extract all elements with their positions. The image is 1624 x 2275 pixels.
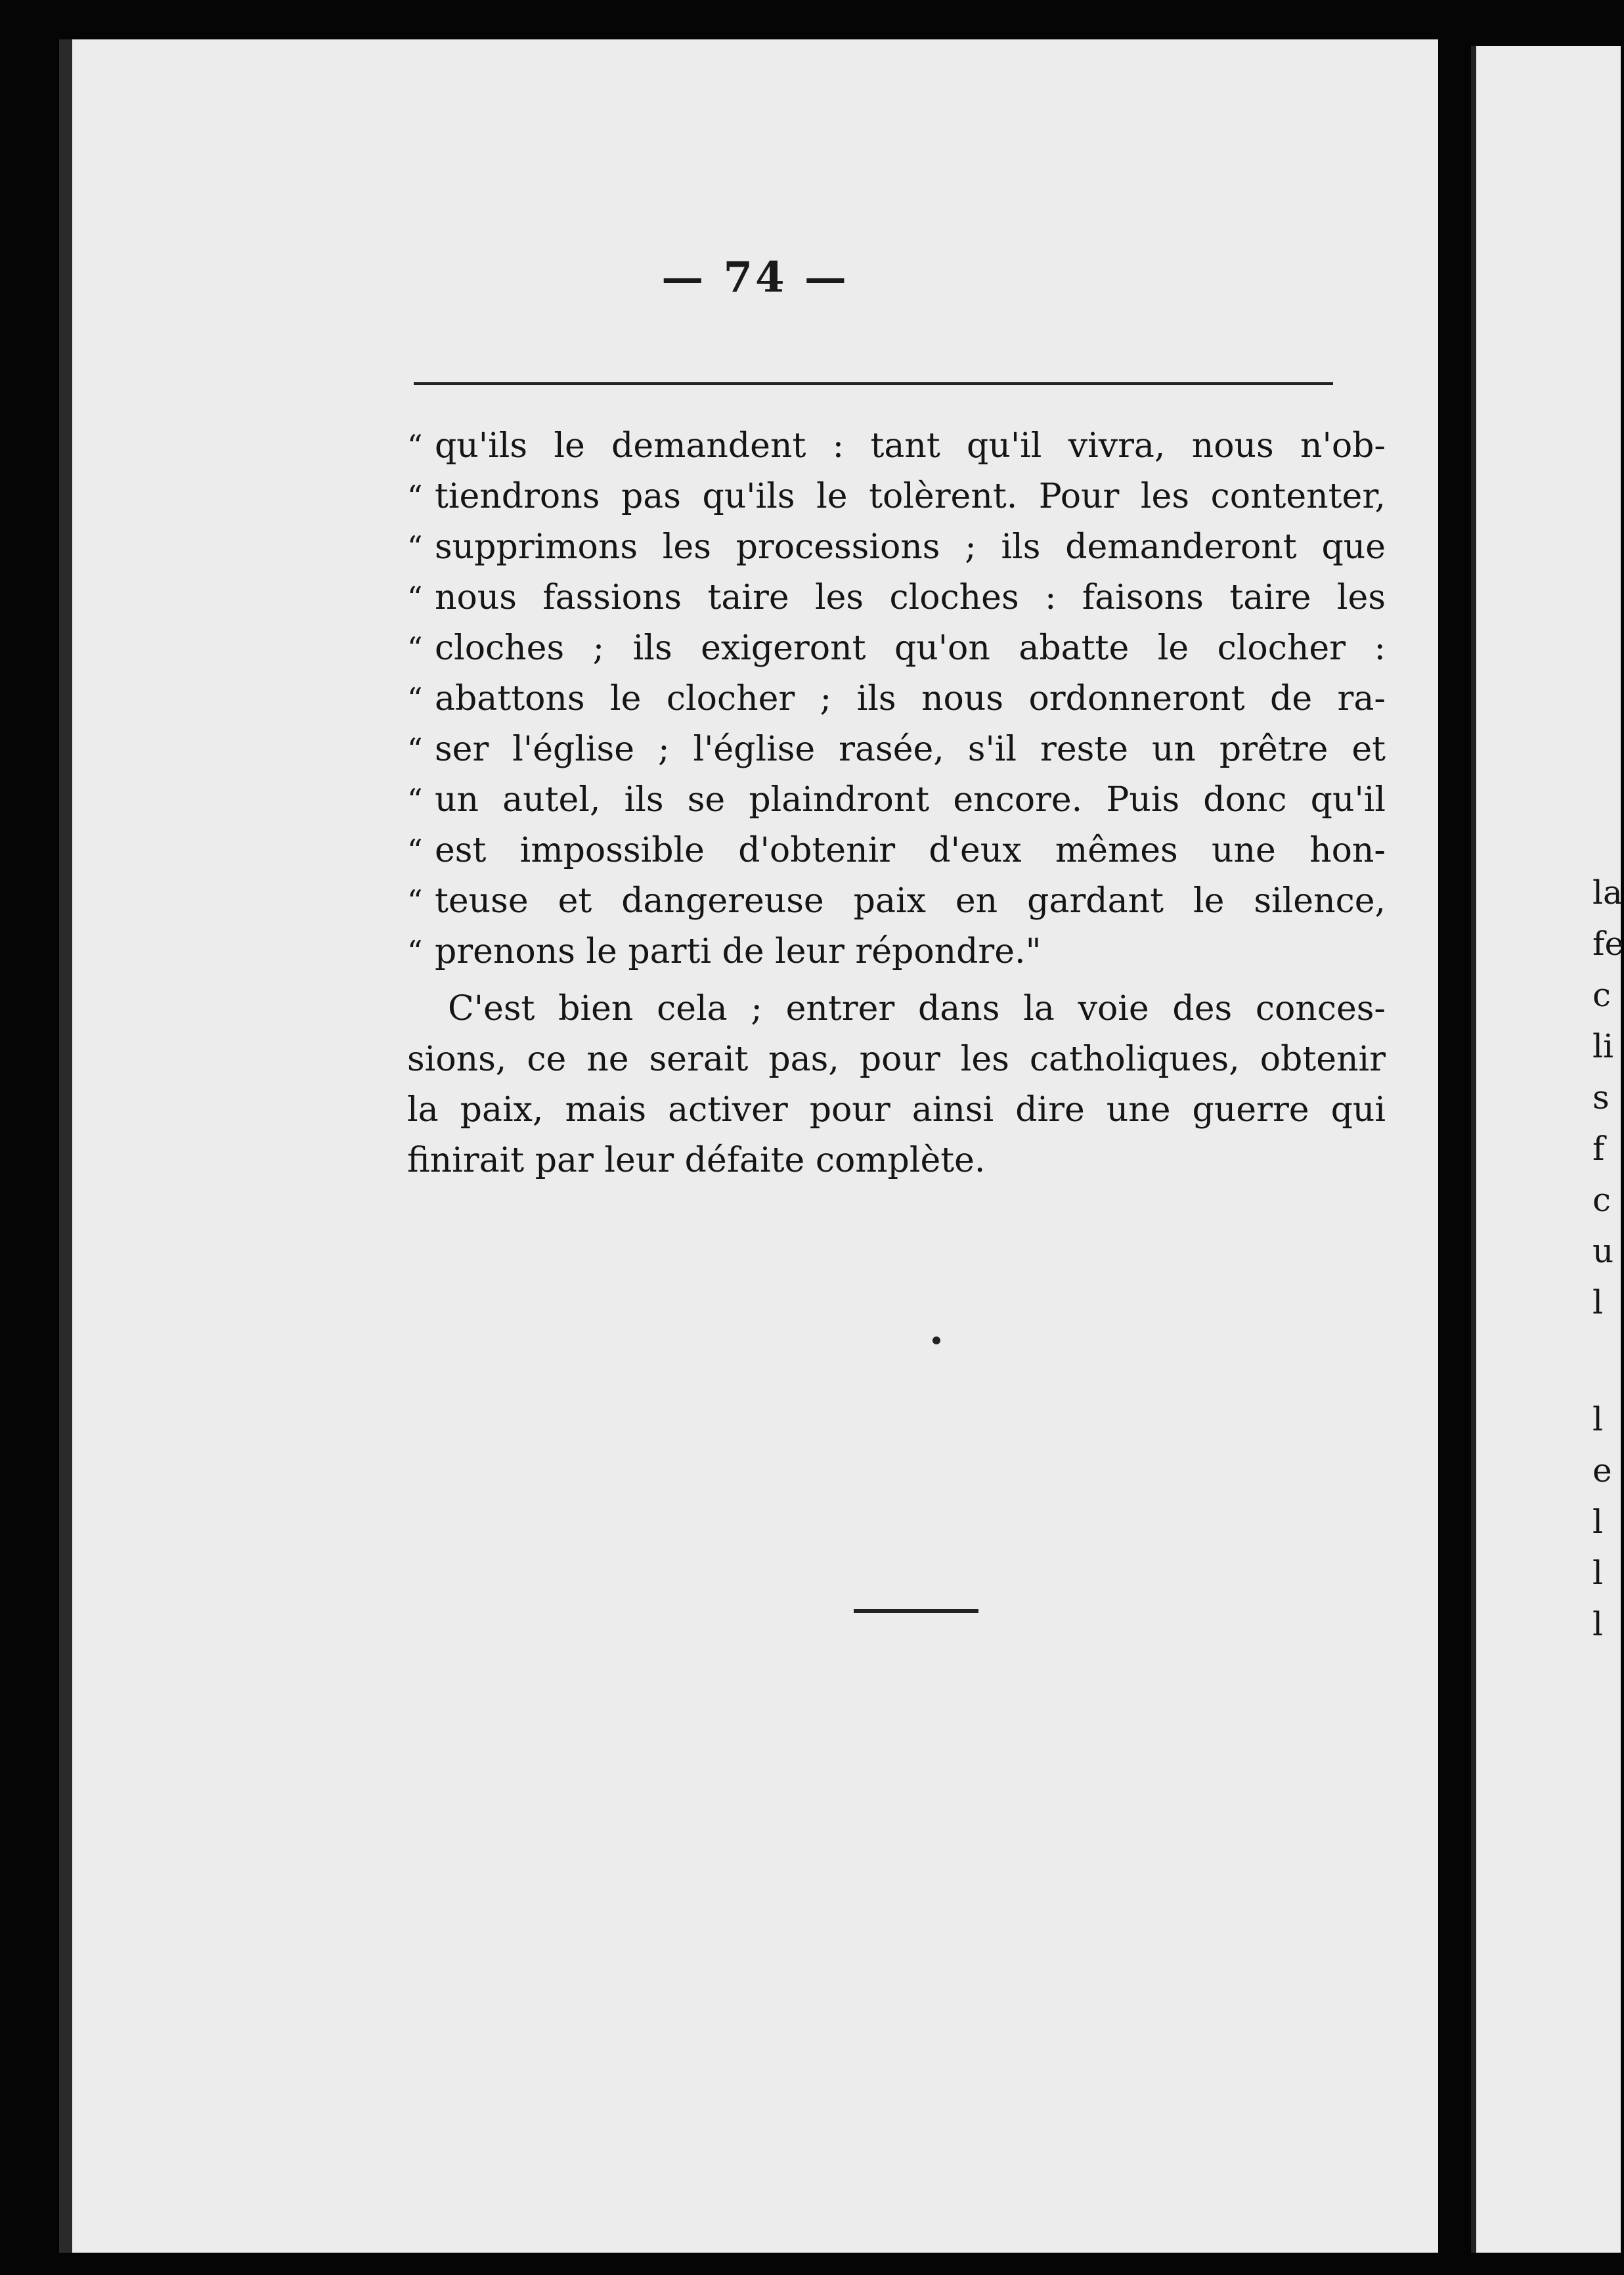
left-page — [59, 39, 1438, 2253]
right-page-margin-text: la fe c li s f c u l l e l l l — [1592, 873, 1624, 1643]
paragraph-line: finirait par leur défaite complète. — [407, 1140, 986, 1180]
quote-line: “ ser l'église ; l'église rasée, s'il reste un prêtre et — [407, 729, 1386, 769]
quotation — [407, 420, 1386, 977]
quote-line: “ cloches ; ils exigeront qu'on abatte le clocher : — [407, 628, 1386, 668]
quote-line: “ est impossible d'obtenir d'eux mêmes une hon- — [407, 830, 1386, 870]
paragraph — [407, 983, 1386, 1185]
text-block — [407, 420, 1386, 1185]
quote-line: “ un autel, ils se plaindront encore. Puis donc qu'il — [407, 780, 1386, 820]
end-rule — [854, 1609, 978, 1613]
header-rule — [414, 382, 1333, 385]
quote-line: “ supprimons les processions ; ils demanderont que — [407, 527, 1386, 567]
quote-line: “ qu'ils le demandent : tant qu'il vivra, nous n'ob- — [407, 426, 1386, 466]
quote-line: “ nous fassions taire les cloches : faisons taire les — [407, 577, 1386, 617]
quote-line: “ prenons le parti de leur répondre." — [407, 931, 1042, 971]
paragraph-line: C'est bien cela ; entrer dans la voie des conces- — [448, 988, 1386, 1028]
quote-line: “ teuse et dangereuse paix en gardant le silence, — [407, 881, 1386, 921]
quote-line: “ abattons le clocher ; ils nous ordonneront de ra- — [407, 678, 1386, 718]
quote-line: “ tiendrons pas qu'ils le tolèrent. Pour les contenter, — [407, 476, 1386, 516]
stray-dot — [933, 1336, 940, 1344]
paragraph-line: la paix, mais activer pour ainsi dire une guerre qui — [407, 1090, 1386, 1130]
page-number: — 74 — — [661, 253, 849, 302]
paragraph-line: sions, ce ne serait pas, pour les catholiques, obtenir — [407, 1039, 1386, 1079]
